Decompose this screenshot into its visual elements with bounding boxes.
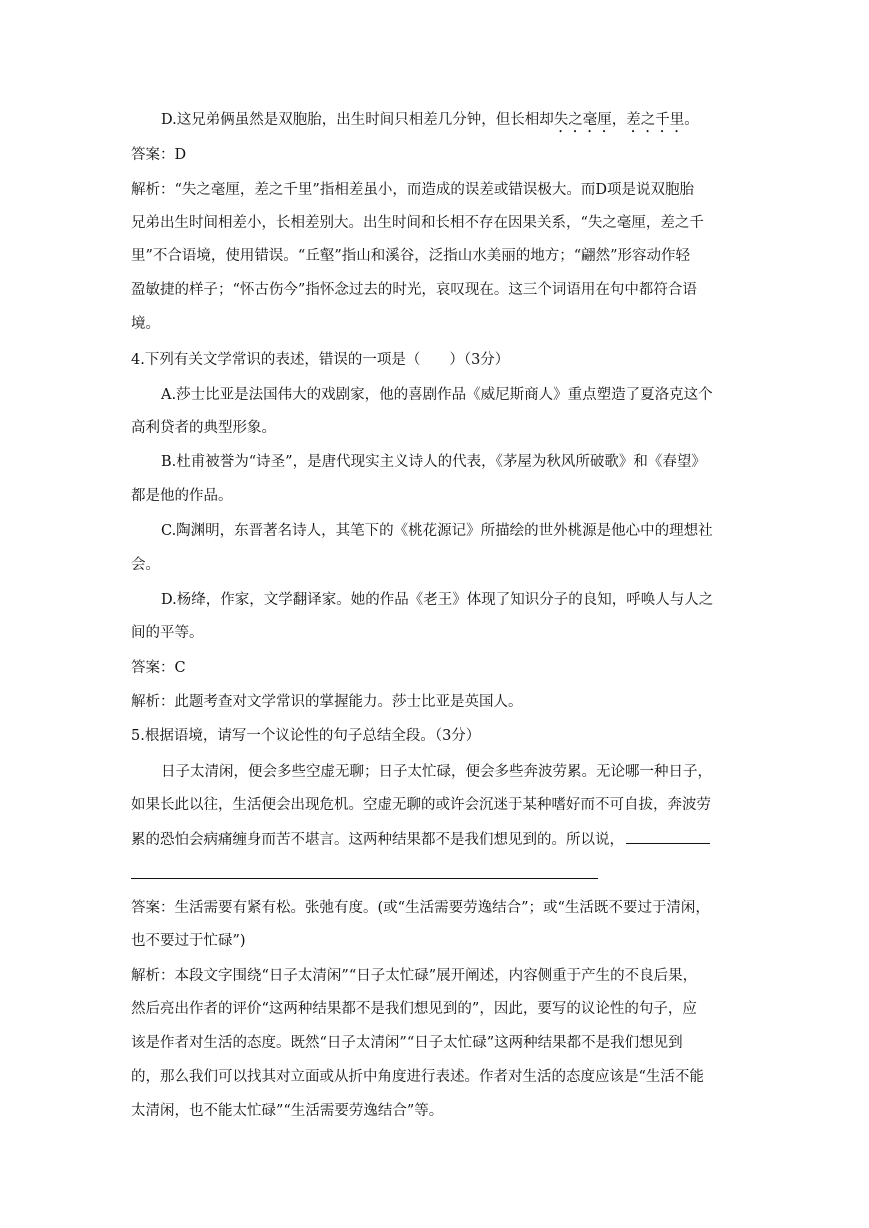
q3-option-d: D.这兄弟俩虽然是双胞胎，出生时间只相差几分钟，但长相却失之毫厘，差之千里。 — [161, 112, 699, 128]
q3-analysis-line: 里”不合语境，使用错误。“丘壑”指山和溪谷，泛指山水美丽的地方；“翩然”形容动作轻 — [131, 248, 691, 264]
q4-option-c-cont: 会。 — [131, 557, 160, 573]
q5-stem: 5.根据语境，请写一个议论性的句子总结全段。（3分） — [131, 728, 481, 744]
q5-answer-line: 也不要过于忙碌”) — [131, 933, 246, 949]
q4-option-b: B.杜甫被誉为“诗圣”，是唐代现实主义诗人的代表，《茅屋为秋风所破歌》和《春望》 — [161, 454, 706, 470]
q3-analysis-line: 解析：“失之毫厘，差之千里”指相差虽小，而造成的误差或错误极大。而D项是说双胞胎 — [131, 182, 694, 198]
q5-passage-line: 累的恐怕会病痛缠身而苦不堪言。这两种结果都不是我们想见到的。所以说， — [131, 829, 741, 849]
emphasized-idiom-1: 失之毫厘 — [553, 112, 612, 128]
q4-option-d: D.杨绛，作家，文学翻译家。她的作品《老王》体现了知识分子的良知，呼唤人与人之 — [161, 592, 714, 608]
q4-option-c: C.陶渊明，东晋著名诗人，其笔下的《桃花源记》所描绘的世外桃源是他心中的理想社 — [161, 523, 713, 539]
answer-blank-line[interactable] — [131, 878, 598, 879]
q5-answer-line: 答案：生活需要有紧有松。张弛有度。(或“生活需要劳逸结合”；或“生活既不要过于清闲， — [131, 900, 710, 916]
q4-stem: 4.下列有关文学常识的表述，错误的一项是（ ）（3分） — [131, 352, 510, 368]
q5-analysis-line: 的，那么我们可以找其对立面或从折中角度进行表述。作者对生活的态度应该是“生活不能 — [131, 1069, 704, 1085]
q5-passage-line: 如果长此以往，生活便会出现危机。空虚无聊的或许会沉迷于某种嗜好而不可自拔，奔波劳 — [131, 797, 711, 813]
q3-analysis-line: 兄弟出生时间相差小，长相差别大。出生时间和长相不存在因果关系，“失之毫厘，差之千 — [131, 215, 704, 231]
q3-analysis-line: 盈敏捷的样子；“怀古伤今”指怀念过去的时光，哀叹现在。这三个词语用在句中都符合语 — [131, 282, 697, 298]
q4-option-a-cont: 高利贷者的典型形象。 — [131, 420, 276, 436]
q5-analysis-line: 解析：本段文字围绕“日子太清闲”“日子太忙碌”展开阐述，内容侧重于产生的不良后果， — [131, 968, 698, 984]
answer-blank[interactable] — [626, 829, 710, 844]
q4-answer: 答案：C — [131, 660, 186, 676]
q3-answer: 答案：D — [131, 147, 187, 163]
emphasized-idiom-2: 差之千里 — [626, 112, 685, 128]
q4-option-a: A.莎士比亚是法国伟大的戏剧家，他的喜剧作品《威尼斯商人》重点塑造了夏洛克这个 — [161, 387, 713, 403]
q5-analysis-line: 太清闲，也不能太忙碌”“生活需要劳逸结合”等。 — [131, 1103, 444, 1119]
q5-passage-line: 日子太清闲，便会多些空虚无聊；日子太忙碌，便会多些奔波劳累。无论哪一种日子， — [161, 764, 712, 780]
q4-option-d-cont: 间的平等。 — [131, 625, 204, 641]
q5-analysis-line: 然后亮出作者的评价“这两种结果都不是我们想见到的”，因此，要写的议论性的句子，应 — [131, 1001, 697, 1017]
q5-analysis-line: 该是作者对生活的态度。既然“日子太清闲”“日子太忙碌”这两种结果都不是我们想见到 — [131, 1035, 683, 1051]
q4-analysis: 解析：此题考查对文学常识的掌握能力。莎士比亚是英国人。 — [131, 694, 523, 710]
q3-analysis-line: 境。 — [131, 316, 160, 332]
q4-option-b-cont: 都是他的作品。 — [131, 488, 233, 504]
